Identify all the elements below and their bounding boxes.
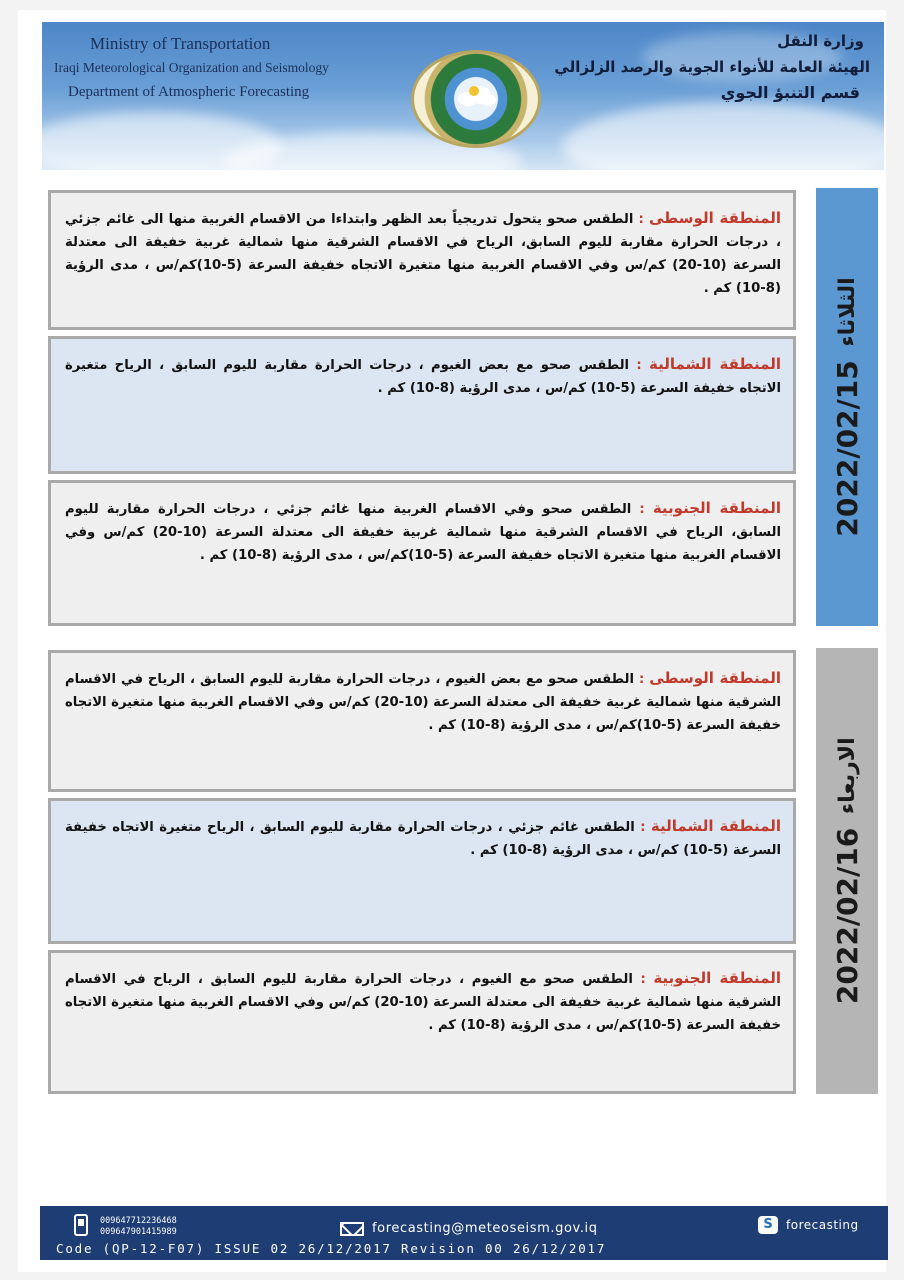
email-link[interactable]: forecasting@meteoseism.gov.iq — [372, 1221, 598, 1236]
day-name: الاربعاء — [834, 737, 860, 815]
region-label: المنطقة الجنوبية — [653, 969, 781, 987]
header-banner — [42, 22, 884, 170]
region-panel-central: المنطقة الوسطى : الطقس صحو يتحول تدريجياً بعد الظهر وابتداءا من الاقسام الغربية منها الى غائم جزئي ، درجات الحرارة مقاربة لليوم السابق، الرياح في الاقسام الشرقية منها شمالية غربية خفيفة الى معتدلة السرعة (10-20) كم/س وفي الاقسام الغربية منها متغيرة الاتجاه خفيفة السرعة (5-10)كم/س ، مدى الرؤية (8-10) كم . — [48, 190, 796, 330]
region-panel-north: المنطقة الشمالية : الطقس صحو مع بعض الغيوم ، درجات الحرارة مقاربة لليوم السابق ، الرياح متغيرة الاتجاه خفيفة السرعة (5-10) كم/س ، مدى الرؤية (8-10) كم . — [48, 336, 796, 474]
region-panel-south: المنطقة الجنوبية : الطقس صحو وفي الاقسام الغربية منها غائم جزئي ، درجات الحرارة مقاربة لليوم السابق، الرياح في الاقسام الشرقية منها شمالية غربية خفيفة الى معتدلة السرعة (10-20) كم/س وفي الاقسام الغربية منها متغيرة الاتجاه خفيفة السرعة (5-10)كم/س ، مدى الرؤية (8-10) كم . — [48, 480, 796, 626]
region-panel-central: المنطقة الوسطى : الطقس صحو مع بعض الغيوم ، درجات الحرارة مقاربة لليوم السابق ، الرياح في الاقسام الشرقية منها شمالية غربية خفيفة الى معتدلة السرعة (10-20) كم/س وفي الاقسام الغربية منها متغيرة الاتجاه خفيفة السرعة (5-10)كم/س ، مدى الرؤية (8-10) كم . — [48, 650, 796, 792]
organization-name-en: Iraqi Meteorological Organization and Seismology — [54, 60, 329, 75]
day-date: 2022/02/15 — [830, 360, 864, 537]
region-forecast-text: الطقس غائم جزئي ، درجات الحرارة مقاربة لليوم السابق ، الرياح متغيرة الاتجاه خفيفة السرعة (5-10) كم/س ، مدى الرؤية (8-10) كم . — [65, 820, 781, 858]
ministry-name-ar: وزارة النقل — [777, 32, 864, 50]
organization-logo — [411, 50, 541, 148]
region-label: المنطقة الجنوبية — [652, 499, 781, 517]
email-icon — [340, 1222, 364, 1236]
region-panel-south: المنطقة الجنوبية : الطقس صحو مع الغيوم ، درجات الحرارة مقاربة لليوم السابق ، الرياح في الاقسام الشرقية منها شمالية غربية خفيفة الى معتدلة السرعة (10-20) كم/س وفي الاقسام الغربية منها متغيرة الاتجاه خفيفة السرعة (5-10)كم/س ، مدى الرؤية (8-10) كم . — [48, 950, 796, 1094]
header-english — [54, 32, 329, 104]
phone-number: 009647901415989 — [100, 1227, 177, 1237]
region-label: المنطقة الوسطى — [649, 209, 781, 227]
skype-handle: forecasting — [786, 1218, 859, 1232]
day-block-wednesday — [44, 646, 880, 1096]
phone-numbers — [100, 1216, 177, 1238]
organization-name-ar: الهيئة العامة للأنواء الجوية والرصد الزلزالي — [554, 58, 870, 76]
day-name: الثلاثاء — [834, 277, 860, 347]
document-code: Code (QP-12-F07) ISSUE 02 26/12/2017 Revision 00 26/12/2017 — [56, 1241, 607, 1256]
region-forecast-text: الطقس صحو مع بعض الغيوم ، درجات الحرارة مقاربة لليوم السابق ، الرياح متغيرة الاتجاه خفيفة السرعة (5-10) كم/س ، مدى الرؤية (8-10) كم . — [65, 358, 781, 396]
region-label: المنطقة الوسطى — [649, 669, 781, 687]
region-panel-north: المنطقة الشمالية : الطقس غائم جزئي ، درجات الحرارة مقاربة لليوم السابق ، الرياح متغيرة الاتجاه خفيفة السرعة (5-10) كم/س ، مدى الرؤية (8-10) كم . — [48, 798, 796, 944]
phone-icon — [74, 1214, 88, 1236]
department-name-en: Department of Atmospheric Forecasting — [68, 84, 310, 100]
header-arabic — [554, 28, 870, 106]
region-forecast-text: الطقس صحو مع الغيوم ، درجات الحرارة مقاربة لليوم السابق ، الرياح في الاقسام الشرقية منها شمالية غربية خفيفة الى معتدلة السرعة (10-20) كم/س وفي الاقسام الغربية منها متغيرة الاتجاه خفيفة السرعة (5-10)كم/س ، مدى الرؤية (8-10) كم . — [65, 972, 781, 1033]
day-side-label — [816, 188, 878, 626]
region-label: المنطقة الشمالية — [648, 355, 781, 373]
region-label: المنطقة الشمالية — [650, 817, 781, 835]
phone-number: 009647712236468 — [100, 1216, 177, 1226]
region-forecast-text: الطقس صحو وفي الاقسام الغربية منها غائم جزئي ، درجات الحرارة مقاربة لليوم السابق، الرياح في الاقسام الشرقية منها شمالية غربية خفيفة الى معتدلة السرعة (10-20) كم/س وفي الاقسام الغربية منها متغيرة الاتجاه خفيفة السرعة (5-10)كم/س ، مدى الرؤية (8-10) كم . — [65, 502, 781, 563]
region-forecast-text: الطقس صحو مع بعض الغيوم ، درجات الحرارة مقاربة لليوم السابق ، الرياح في الاقسام الشرقية منها شمالية غربية خفيفة الى معتدلة السرعة (10-20) كم/س وفي الاقسام الغربية منها متغيرة الاتجاه خفيفة السرعة (5-10)كم/س ، مدى الرؤية (8-10) كم . — [65, 672, 781, 733]
day-side-label — [816, 648, 878, 1094]
department-name-ar: قسم التنبؤ الجوي — [720, 83, 860, 102]
region-forecast-text: الطقس صحو يتحول تدريجياً بعد الظهر وابتداءا من الاقسام الغربية منها الى غائم جزئي ، درجات الحرارة مقاربة لليوم السابق، الرياح في الاقسام الشرقية منها شمالية غربية خفيفة الى معتدلة السرعة (10-20) كم/س وفي الاقسام الغربية منها متغيرة الاتجاه خفيفة السرعة (5-10)كم/س ، مدى الرؤية (8-10) كم . — [65, 212, 781, 296]
day-date: 2022/02/16 — [830, 828, 864, 1005]
day-block-tuesday — [44, 186, 880, 628]
skype-icon: S — [758, 1216, 778, 1234]
logo-cloud-icon — [456, 85, 496, 107]
footer-bar — [40, 1206, 888, 1260]
ministry-name-en: Ministry of Transportation — [90, 34, 271, 53]
